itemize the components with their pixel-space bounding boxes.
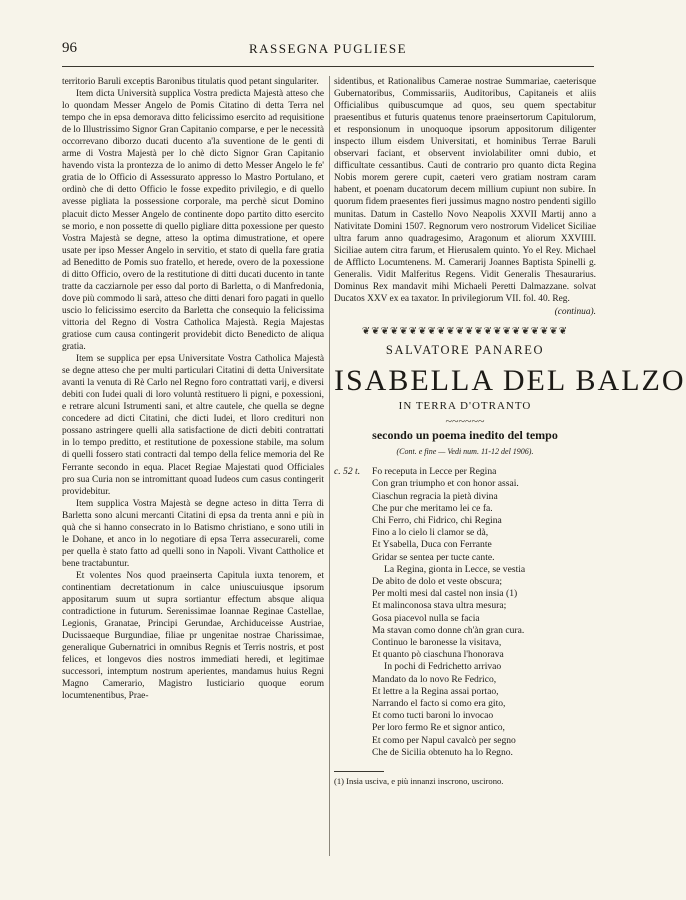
poem-line: Narrando el facto si como era gito, (372, 698, 506, 710)
poem-line: Continuo le baronesse la visitava, (372, 637, 502, 649)
poem-line: Gridar se sentea per tucte cante. (372, 551, 495, 563)
latin-decree-text: sidentibus, et Rationalibus Camerae nostrae Summariae, caeterisque Gubernatoribus, Commissariis, Auditoribus, Capitaneis et aliis Officialibus quibuscumque ad quos, seu quem spectabitur praesentibus et futuris quatenus tenore praeinsertorum Capitulorum, et responsionum in unoquoque ipsorum appositorum diligenter inspecto illum eisdem Universitati, et hominibus Terrae Baruli observari faciant, et observent inviolabiliter omni dubio, et difficultate cessantibus. Cauti de contrario pro quanto dicta Regina Nobis morem gerere cupit, caeteri vero gratiam nostram caram habent, et poenam ducatorum decem millium cupiunt non subire. In quorum fidem praesentes fieri jussimus magno nostro pendenti sigillo munitas. Datum in Castello Novo Neapolis XXVII Martij anno a Nativitate Domini 1507. Regnorum vero nostrorum Videlicet Siciliae ultra farum anno quadragesimo, Aragonum et aliorum XXVIIII. Siciliae autem citra farum, et Hierusalem quinto. Yo el Rey. Michael de Afflicto Locumtenens. M. Camerarij Joannes Baptista Spinelli g. Generalis. Vidit Malferitus Regens. Vidit Generalis Thesaurarius. Dominus Rex mandavit mihi Michaeli Peretti Dalmazzane. solvat Ducatos XXV ex ea taxator. In privilegiorum VII. fol. 40. Reg. (334, 77, 596, 304)
right-column (334, 76, 686, 787)
paragraph: Item supplica Vostra Majestà se degne acteso in ditta Terra di Barletta sono alcuni mercanti Citatini di epsa da trenta anni e più in quà che si hanno consecrato in lo Batismo christiano, e sono utili in le Dohane, et ancо in lo negotiare di epsa Terra assecurareli, come per quella è stato fatto ad quelli sono in Napoli. Vivant Cattholice et bene tractabuntur. (62, 498, 324, 569)
poem-line: Et malinconosa stava ultra mesura; (372, 600, 507, 612)
poem-line: De abito de dolo et veste obscura; (372, 576, 503, 587)
poem-line: Ma stavan como donne ch'àn gran cura. (372, 624, 525, 636)
poem-line: Ciaschun regracia la pietà divina (372, 490, 498, 502)
poem-line: Con gran triumpho et con honor assai. (372, 478, 519, 490)
page-number: 96 (62, 40, 77, 56)
poem-line: Et como tucti baroni lo invocao (372, 710, 494, 722)
page-header (62, 40, 594, 62)
article-author: SALVATORE PANAREO (385, 342, 545, 357)
continuation-note: (Cont. e fine — Vedi num. 11-12 del 1906). (396, 447, 534, 457)
poem-line: Che de Sicilia obtenuto ha lo Regno. (372, 746, 513, 758)
poem-line: Per molti mesi dal castel non insia (1) (372, 588, 518, 600)
poem-line: Et Ysabella, Duca con Ferrante (372, 539, 492, 551)
poem-line: La Regina, gionta in Lecce, se vestia (384, 563, 526, 575)
folio-label: c. 52 t. (334, 466, 361, 478)
poem-line: Fino a lo cielo li clamor se dà, (372, 527, 489, 539)
article-subtitle: IN TERRA D'OTRANTO (398, 400, 532, 413)
poem-line: Et quanto pò ciaschuna l'honorava (372, 649, 504, 661)
left-column (62, 76, 324, 702)
paragraph: Et volentes Nos quod praeinserta Capitula iuxta tenorem, et continentiam decretationum in calce uniuscuiusque ipsorum appositarum suum ut supra sortiantur effectum absque aliqua contradictione in futurum. Serenissimae Ioannae Reginae Castellae, Legionis, Granatae, Principi Gerundae, Archiduceisse Austriae, Ducissaeque Burgundiae, filiae pr ungenitae nostrae Charissimae, generalique Gubernatrici in omnibus Regnis et Terris nostris, et post felices, et longevos dies nostros immediati heredi, et legitimae successori, intemptum nostrum aperientes, mandamus huius Regni Magno Camerario, Magistro Iusticiario quoque eorum locumtenentibus, Prae- (62, 570, 324, 702)
poem-line: In pochi di Fedrichetto arrivao (384, 661, 502, 673)
poem (334, 466, 596, 759)
poem-line: c. 52 t. Fo receputa in Lecce per Regina (334, 466, 497, 478)
poem-line: Et lettre a la Regina assai portao, (372, 685, 499, 697)
article-title: ISABELLA DEL BALZO (334, 364, 686, 398)
poem-line: Chi Ferro, chi Fidrico, chi Regina (372, 514, 502, 526)
paragraph: Item se supplica per epsa Universitate Vostra Catholica Majestà se degne atteso che per multi particulari Citatini di detta Universitate avanti la venuta di Rè Carlo nel Regno foro contrattati varij, e diversi debiti con Iudei quali di loro voluntà restituero li pigni, e poxessioni, e retrare alcuni Istrumenti sani, et altre cautele, che quella se degne concedere ad dicti Citatini, che dicti Iudei, et lloro crediturі non possano astringere quelli alla satisfactione de dicti debiti contrattati in lo tempo preditto, et restitutione de poxessione stabile, ma solum di quelli fossero stati contracti dal tempo della felice memoria del Re Ferrante secondo in equa. Placet Regiae Majestati quod Officiales pro sua Curia non se intromittant quoad Iudeos cum casus contingerit providebitur. (62, 354, 324, 497)
paragraph: Item dicta Università supplica Vostra predicta Majestà atteso che lo quondam Messer Angelo de Pomis Citatino di detta Terra nel tempo che in epsa demorava ditto felicissimo esercito ad requisitione de lo Illustrissimo Signor Gran Capitanio comparse, e per le necessità occorrevano diborzo ducati ducento a'la suventione de le genti di arme di Vostra Majestà per lo chè dicto Signor Gran Capitanio havendo vista la prontezza de lo animo di detto Messer Angelo le fe' gratia de lo Officio di Assessurato appresso lo Mastro Portulano, et ordinò che di detto Officio le fosse expedito privilegio, e di quello avesse pigliata la possessione corporale, ma perchè sicut Domino placuit dicto Messer Angelo de continente dopo partito ditto esercito se morio, e non possette di quello pigliare ditta poxessione per questo Vostra Majestà se degne, atteso la optima dimustratione, et opere usate per ipso Messer Angelo in servitio, et stato di quella fare gratia ad Beneditto de Pomis suo fratello, et herede, overo de la poxessione di ditto Officio, overo de la restitutione di ditti ducati ducento in tante tratte da cacziarnole per esso dal porto di Barletta, o di Manfredonia, dove più commodo li sarà, atteso che ditti denari foro pagati in quello uscio lo felicissimo esercito da Barletta che consequio la felicissima vittoria del Regno di Vostra Catholica Majestà. Regia Majestas gratiose cum causa contingerit providebit dicto Benedicto de aliqua gratia. (62, 89, 324, 353)
poem-line: Mandato da lo novo Re Fedrico, (372, 673, 497, 685)
poem-line: Che pur che meritamo lei ce fa. (372, 502, 493, 514)
article-subtitle-secondary: secondo un poema inedito del tempo (372, 428, 558, 443)
poem-line: Et como per Napul cavalcò per segno (372, 734, 516, 746)
column-divider (329, 76, 330, 856)
footnote-rule (334, 771, 384, 772)
running-title: RASSEGNA PUGLIESE (248, 41, 408, 56)
swash-divider-icon: ~~~~~~ (445, 414, 485, 429)
footnote: (1) Insia usciva, e più innanzi inscrono, uscirono. (334, 776, 504, 787)
header-rule (62, 66, 594, 67)
ornament-divider: ❦❦❦❦❦❦❦❦❦❦❦❦❦❦❦❦❦❦❦❦❦❦ (361, 325, 569, 337)
paragraph: territorio Baruli exceptis Baronibus titulatis quod petant singulariter. (62, 77, 319, 87)
poem-line: Gosa piacevol nulla se facia (372, 612, 480, 624)
poem-line: Per loro fermo Re et signor antico, (372, 722, 505, 734)
continua-note: (continua). (554, 306, 596, 317)
